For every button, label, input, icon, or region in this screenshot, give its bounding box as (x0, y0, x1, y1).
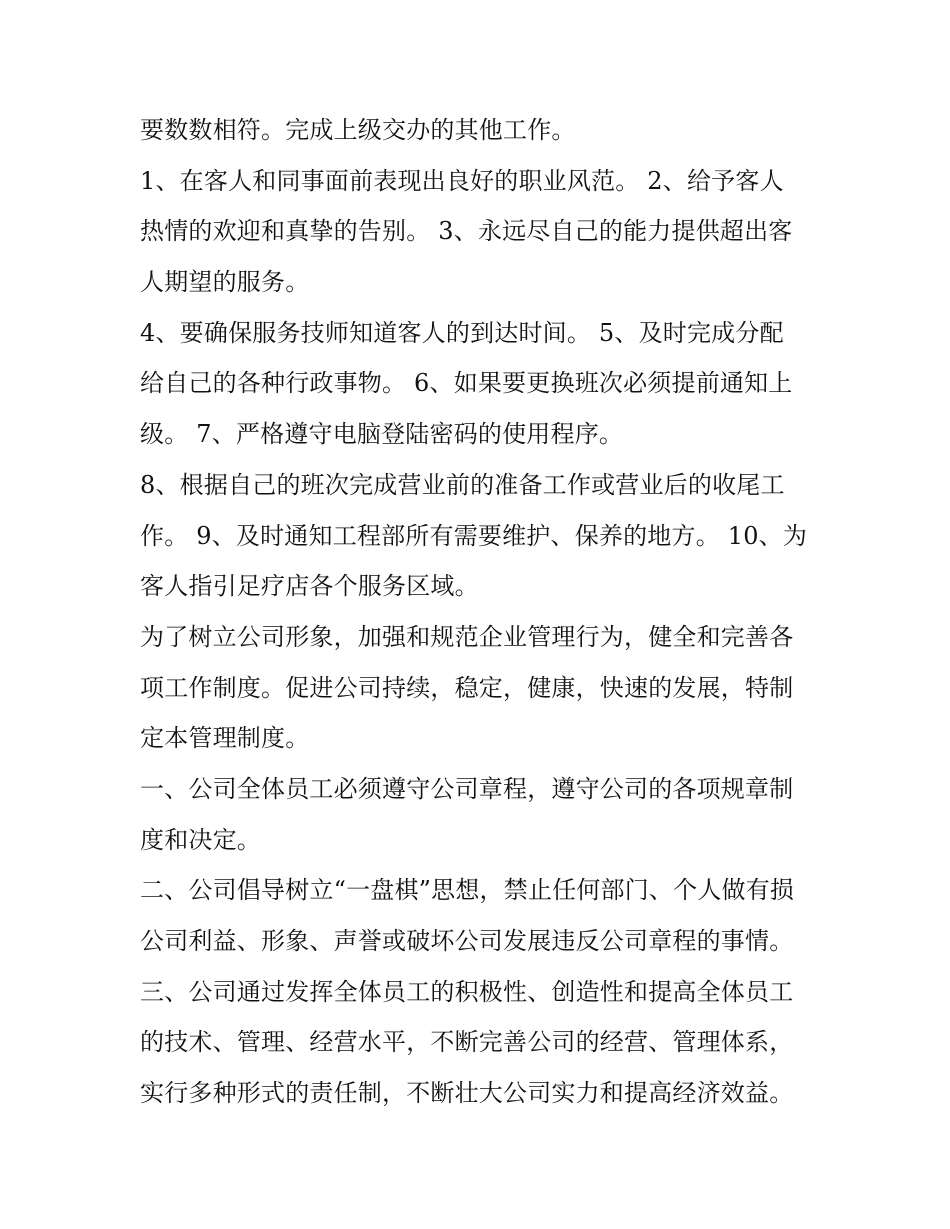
text-line: 三、公司通过发挥全体员工的积极性、创造性和提高全体员工 (140, 977, 794, 1006)
document-page (140, 105, 820, 1119)
paragraph (140, 308, 820, 460)
text-line: 人期望的服务。 (140, 268, 310, 297)
text-line: 为了树立公司形象，加强和规范企业管理行为，健全和完善各 (140, 622, 794, 651)
text-line: 的技术、管理、经营水平，不断完善公司的经营、管理体系， (140, 1028, 794, 1057)
paragraph (140, 764, 820, 865)
paragraph (140, 865, 820, 966)
paragraph (140, 612, 820, 764)
paragraph (140, 105, 820, 156)
text-line: 度和决定。 (140, 825, 261, 854)
text-line: 级。 7、严格遵守电脑登陆密码的使用程序。 (140, 420, 624, 449)
text-line: 要数数相符。完成上级交办的其他工作。 (140, 116, 576, 144)
text-line: 作。 9、及时通知工程部所有需要维护、保养的地方。 10、为 (140, 521, 808, 550)
paragraph (140, 967, 820, 1119)
text-line: 8、根据自己的班次完成营业前的准备工作或营业后的收尾工 (140, 470, 785, 499)
text-line: 项工作制度。促进公司持续，稳定，健康，快速的发展，特制 (140, 673, 794, 702)
text-line: 热情的欢迎和真挚的告别。 3、永远尽自己的能力提供超出客 (140, 217, 793, 246)
text-line: 实行多种形式的责任制，不断壮大公司实力和提高经济效益。 (140, 1079, 794, 1108)
text-line: 4、要确保服务技师知道客人的到达时间。 5、及时完成分配 (140, 318, 784, 347)
text-line: 公司利益、形象、声誉或破坏公司发展违反公司章程的事情。 (140, 927, 794, 955)
text-line: 客人指引足疗店各个服务区域。 (140, 572, 479, 601)
text-line: 二、公司倡导树立“一盘棋”思想，禁止任何部门、个人做有损 (140, 876, 795, 905)
text-line: 一、公司全体员工必须遵守公司章程，遵守公司的各项规章制 (140, 774, 794, 803)
paragraph (140, 156, 820, 308)
paragraph (140, 460, 820, 612)
text-line: 给自己的各种行政事物。 6、如果要更换班次必须提前通知上 (140, 369, 793, 398)
text-line: 1、在客人和同事面前表现出良好的职业风范。 2、给予客人 (140, 166, 784, 195)
text-line: 定本管理制度。 (140, 724, 310, 753)
